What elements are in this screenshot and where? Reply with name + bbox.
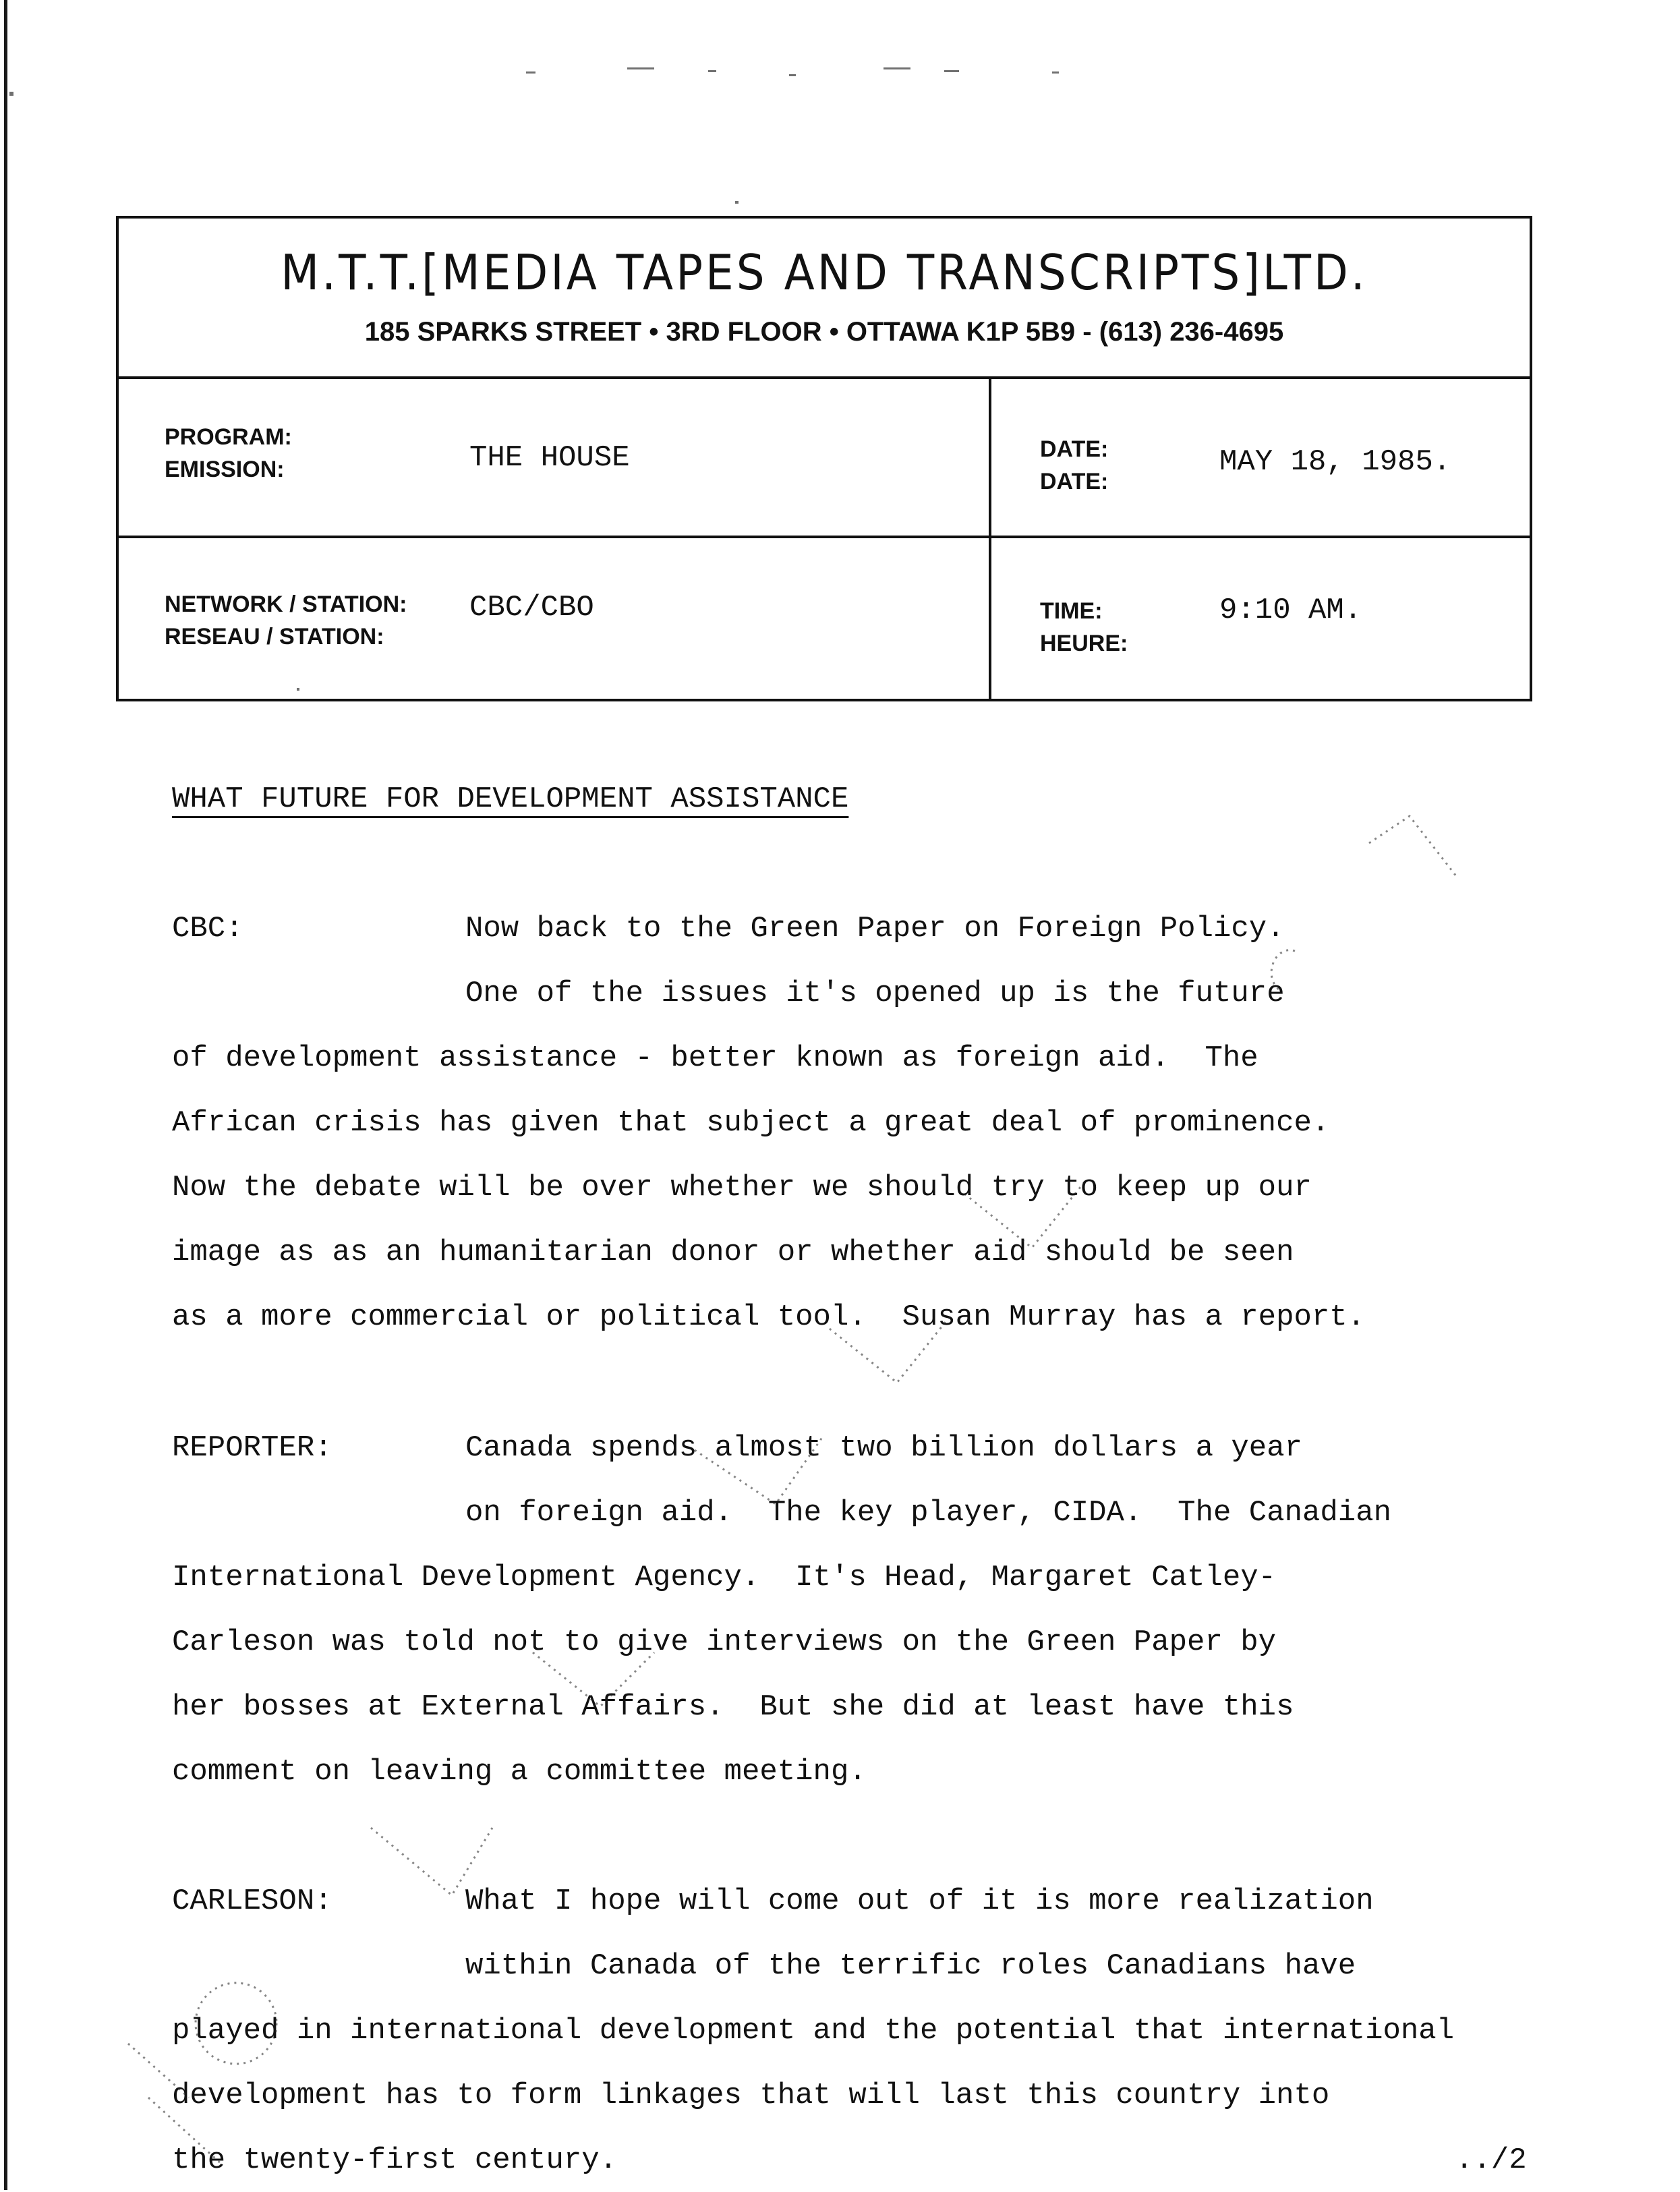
speaker-cbc: CBC: <box>172 912 243 946</box>
transcript-line: image as as an humanitarian donor or whether aid should be seen <box>172 1236 1294 1269</box>
row-divider <box>119 536 1530 538</box>
date-label-en: DATE: <box>1040 436 1109 462</box>
transcript-line: comment on leaving a committee meeting. <box>172 1755 867 1789</box>
transcript-line: her bosses at External Affairs. But she did at least have this <box>172 1690 1294 1724</box>
company-name: M.T.T.[MEDIA TAPES AND TRANSCRIPTS]LTD. <box>281 244 1368 301</box>
program-label-en: PROGRAM: <box>165 424 292 450</box>
program-label-fr: EMISSION: <box>165 457 285 482</box>
page-continuation-marker: ../2 <box>1455 2143 1527 2177</box>
date-label <box>1040 433 1108 498</box>
transcript-headline: WHAT FUTURE FOR DEVELOPMENT ASSISTANCE <box>172 782 849 816</box>
speaker-reporter: REPORTER: <box>172 1431 332 1465</box>
company-address: 185 SPARKS STREET • 3RD FLOOR • OTTAWA K1P 5B9 - (613) 236-4695 <box>364 317 1284 347</box>
transcript-line: What I hope will come out of it is more realization <box>465 1884 1374 1918</box>
transcript-line: of development assistance - better known as foreign aid. The <box>172 1041 1258 1075</box>
transcript-line: International Development Agency. It's Head, Margaret Catley- <box>172 1561 1277 1594</box>
transcript-line: African crisis has given that subject a great deal of prominence. <box>172 1106 1330 1140</box>
transcript-line: Carleson was told not to give interviews on the Green Paper by <box>172 1625 1277 1659</box>
time-label <box>1040 595 1128 660</box>
transcript-line: as a more commercial or political tool. Susan Murray has a report. <box>172 1300 1366 1334</box>
transcript-line: Now the debate will be over whether we should try to keep up our <box>172 1171 1312 1205</box>
transcript-line: Canada spends almost two billion dollars a year <box>465 1431 1303 1465</box>
program-value: THE HOUSE <box>469 441 630 475</box>
time-label-en: TIME: <box>1040 598 1103 624</box>
program-label <box>165 421 292 486</box>
date-label-fr: DATE: <box>1040 469 1109 494</box>
left-margin-rule <box>4 0 7 2190</box>
time-label-fr: HEURE: <box>1040 631 1128 656</box>
transcript-line: played in international development and the potential that international <box>172 2014 1455 2048</box>
header-box <box>116 216 1532 701</box>
date-value: MAY 18, 1985. <box>1219 445 1451 479</box>
network-value: CBC/CBO <box>469 591 594 625</box>
column-divider <box>989 379 991 701</box>
transcript-line: on foreign aid. The key player, CIDA. The Canadian <box>465 1496 1392 1530</box>
header-divider <box>119 376 1530 379</box>
transcript-line: development has to form linkages that will last this country into <box>172 2079 1330 2112</box>
network-label-en: NETWORK / STATION: <box>165 592 407 617</box>
time-value: 9:10 AM. <box>1219 594 1362 627</box>
transcript-line: Now back to the Green Paper on Foreign Policy. <box>465 912 1285 946</box>
speaker-carleson: CARLESON: <box>172 1884 332 1918</box>
network-label-fr: RESEAU / STATION: <box>165 624 384 650</box>
transcript-line: within Canada of the terrific roles Canadians have <box>465 1949 1356 1983</box>
transcript-line: One of the issues it's opened up is the future <box>465 977 1285 1010</box>
transcript-line: the twenty-first century. <box>172 2143 618 2177</box>
network-label <box>165 588 407 653</box>
